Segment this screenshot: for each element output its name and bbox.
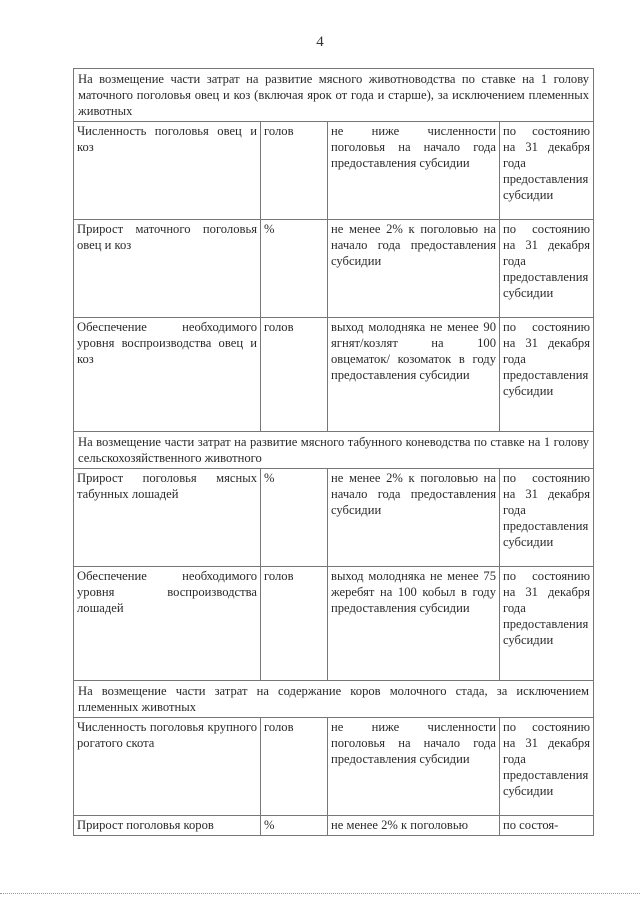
indicator-cell: Прирост поголовья мясных табунных лошадей xyxy=(74,469,261,567)
page-number: 4 xyxy=(316,34,324,50)
unit-cell: % xyxy=(261,816,328,836)
indicator-cell: Обеспечение необходимого уровня воспроизводства лошадей xyxy=(74,567,261,681)
table-row xyxy=(74,567,594,681)
section-header-row xyxy=(74,681,594,718)
indicator-cell: Прирост поголовья коров xyxy=(74,816,261,836)
unit-cell: голов xyxy=(261,122,328,220)
subsidy-indicators-table xyxy=(73,68,594,836)
value-cell: не ниже численности поголовья на начало года предоставления субсидии xyxy=(328,122,500,220)
value-cell: выход молодняка не менее 75 жеребят на 100 кобыл в году предоставления субсидии xyxy=(328,567,500,681)
indicator-cell: Прирост маточного поголовья овец и коз xyxy=(74,220,261,318)
table-row xyxy=(74,816,594,836)
table-row xyxy=(74,469,594,567)
date-cell: по состоя- xyxy=(500,816,594,836)
value-cell: не менее 2% к поголовью на начало года предоставления субсидии xyxy=(328,469,500,567)
value-cell: не менее 2% к поголовью xyxy=(328,816,500,836)
unit-cell: голов xyxy=(261,567,328,681)
indicator-cell: Численность поголовья крупного рогатого скота xyxy=(74,718,261,816)
value-cell: не менее 2% к поголовью на начало года предоставления субсидии xyxy=(328,220,500,318)
date-cell: по состоянию на 31 декабря года предоставления субсидии xyxy=(500,718,594,816)
table-row xyxy=(74,718,594,816)
section-title: На возмещение части затрат на развитие мясного животноводства по ставке на 1 голову маточного поголовья овец и коз (включая ярок от года и старше), за исключением племенных животных xyxy=(74,69,594,122)
section-header-row xyxy=(74,432,594,469)
table-row xyxy=(74,318,594,432)
date-cell: по состоянию на 31 декабря года предоставления субсидии xyxy=(500,318,594,432)
table-row xyxy=(74,122,594,220)
indicator-cell: Обеспечение необходимого уровня воспроизводства овец и коз xyxy=(74,318,261,432)
unit-cell: % xyxy=(261,469,328,567)
indicator-cell: Численность поголовья овец и коз xyxy=(74,122,261,220)
unit-cell: голов xyxy=(261,718,328,816)
date-cell: по состоянию на 31 декабря года предоставления субсидии xyxy=(500,122,594,220)
unit-cell: % xyxy=(261,220,328,318)
table-row xyxy=(74,220,594,318)
value-cell: не ниже численности поголовья на начало года предоставления субсидии xyxy=(328,718,500,816)
unit-cell: голов xyxy=(261,318,328,432)
date-cell: по состоянию на 31 декабря года предоставления субсидии xyxy=(500,469,594,567)
section-header-row xyxy=(74,69,594,122)
date-cell: по состоянию на 31 декабря года предоставления субсидии xyxy=(500,220,594,318)
section-title: На возмещение части затрат на содержание коров молочного стада, за исключением племенных животных xyxy=(74,681,594,718)
value-cell: выход молодняка не менее 90 ягнят/козлят на 100 овцематок/ козоматок в году предоставления субсидии xyxy=(328,318,500,432)
date-cell: по состоянию на 31 декабря года предоставления субсидии xyxy=(500,567,594,681)
page-bottom-rule xyxy=(0,893,640,894)
section-title: На возмещение части затрат на развитие мясного табунного коневодства по ставке на 1 голову сельскохозяйственного животного xyxy=(74,432,594,469)
